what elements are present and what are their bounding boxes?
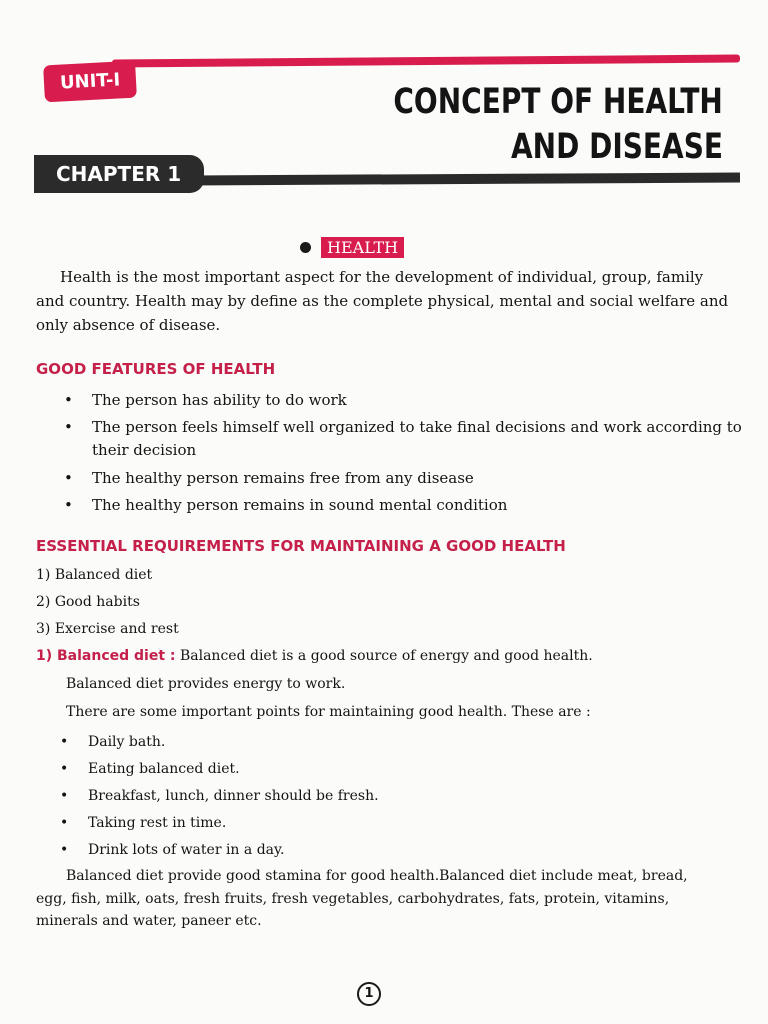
balanced-diet-line3: There are some important points for maintaining good health. These are : (66, 704, 591, 720)
requirements-heading: ESSENTIAL REQUIREMENTS FOR MAINTAINING A GOOD HEALTH (36, 537, 566, 555)
feature-item: • The healthy person remains free from any disease (92, 467, 474, 489)
section-heading (300, 237, 404, 258)
closing-line-1: Balanced diet provide good stamina for good health.Balanced diet include meat, bread, (66, 868, 688, 884)
chapter-title-line2: AND DISEASE (510, 127, 723, 167)
diet-point: • Daily bath. (88, 731, 165, 753)
balanced-diet-line (36, 648, 593, 664)
chapter-badge: CHAPTER 1 (34, 155, 204, 193)
intro-line-2: and country. Health may by define as the complete physical, mental and social welfare and (36, 292, 729, 310)
balanced-diet-label: 1) Balanced diet : (36, 648, 176, 664)
balanced-diet-line2: Balanced diet provides energy to work. (66, 676, 346, 692)
intro-line-1: Health is the most important aspect for the development of individual, group, family (60, 268, 704, 286)
feature-item: • The person feels himself well organized to take final decisions and work according to (92, 416, 742, 438)
good-features-heading: GOOD FEATURES OF HEALTH (36, 360, 276, 378)
feature-item: • The person has ability to do work (92, 389, 347, 411)
page-number: 1 (357, 982, 381, 1006)
chapter-title-line1: CONCEPT OF HEALTH (393, 82, 723, 122)
feature-item: • The healthy person remains in sound mental condition (92, 494, 507, 516)
closing-line-3: minerals and water, paneer etc. (36, 913, 262, 929)
intro-line-3: only absence of disease. (36, 316, 221, 334)
diet-point: • Breakfast, lunch, dinner should be fresh. (88, 785, 379, 807)
header-divider-bar (190, 173, 740, 186)
feature-item-continued: their decision (92, 441, 197, 459)
requirement-item: 3) Exercise and rest (36, 621, 179, 637)
diet-point: • Drink lots of water in a day. (88, 839, 285, 861)
balanced-diet-text: Balanced diet is a good source of energy and good health. (175, 648, 593, 664)
diet-point: • Eating balanced diet. (88, 758, 240, 780)
diet-point: • Taking rest in time. (88, 812, 226, 834)
closing-line-2: egg, fish, milk, oats, fresh fruits, fresh vegetables, carbohydrates, fats, protein, vitamins, (36, 891, 670, 907)
requirement-item: 1) Balanced diet (36, 567, 153, 583)
bullet-dot-icon (300, 242, 311, 253)
requirement-item: 2) Good habits (36, 594, 140, 610)
unit-badge: UNIT-I (43, 61, 137, 103)
header-accent-bar (112, 55, 740, 68)
section-heading-label: HEALTH (321, 237, 404, 258)
